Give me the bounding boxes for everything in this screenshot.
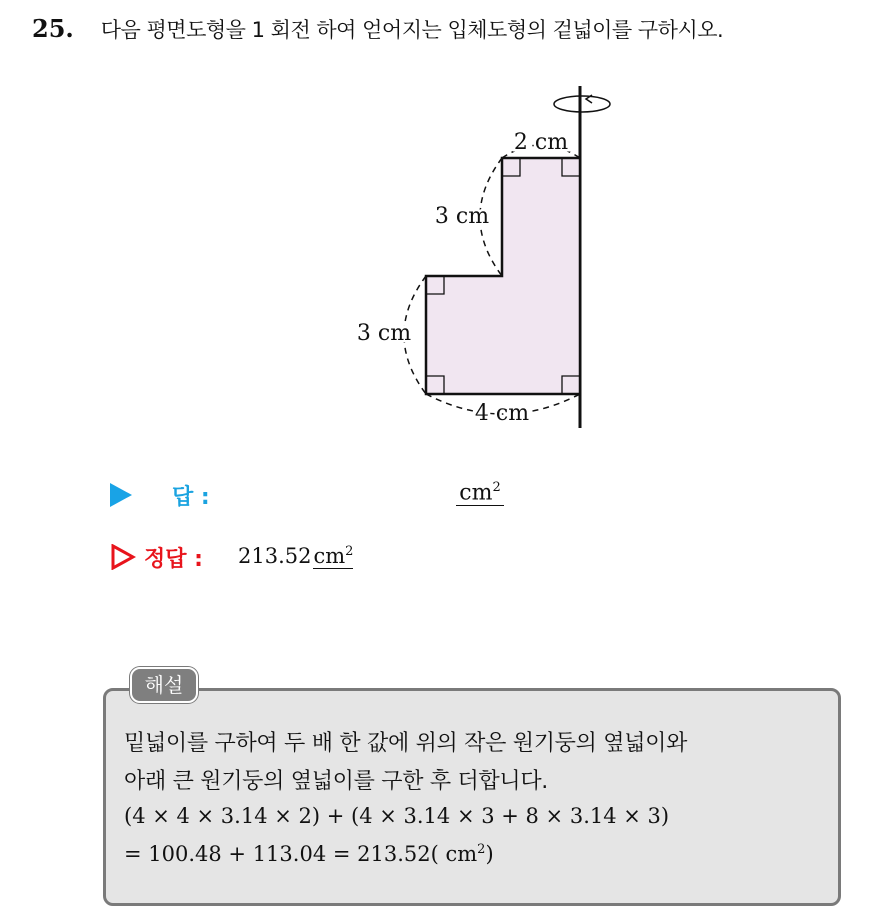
label-upper-height: 3 cm [434,204,490,229]
solution-line-1: 밑넓이를 구하여 두 배 한 값에 위의 작은 원기둥의 옆넓이와 [124,731,688,756]
answer-label: 답 : [172,485,210,510]
answer-marker-icon [110,483,132,507]
solution-line-3: (4 × 4 × 3.14 × 2) + (4 × 3.14 × 3 + 8 × 3.14 × 3) [124,804,670,828]
solution-line-4: = 100.48 + 113.04 = 213.52( $cm^2$) [124,842,494,866]
rotation-figure [340,86,640,436]
rotation-arrow-icon [554,96,610,112]
label-bottom-width: 4 cm [474,401,530,426]
label-lower-height: 3 cm [356,321,412,346]
l-shape-region [426,158,580,394]
solution-tab: 해설 [130,667,198,703]
question-number: 25. [32,14,74,43]
correct-value: $213.52cm^2$ [238,544,354,568]
correct-label: 정답 : [144,547,203,572]
label-top-width: 2 cm [513,130,569,155]
solution-line-2: 아래 큰 원기둥의 옆넓이를 구한 후 더합니다. [124,769,548,794]
answer-row [110,480,530,512]
question-text: 다음 평면도형을 1 회전 하여 얻어지는 입체도형의 겉넓이를 구하시오. [100,18,724,42]
solution-box [103,688,841,906]
question [32,14,723,44]
correct-answer-row [110,542,470,574]
answer-unit: $cm^2$ [456,480,504,506]
correct-marker-icon [110,544,136,570]
